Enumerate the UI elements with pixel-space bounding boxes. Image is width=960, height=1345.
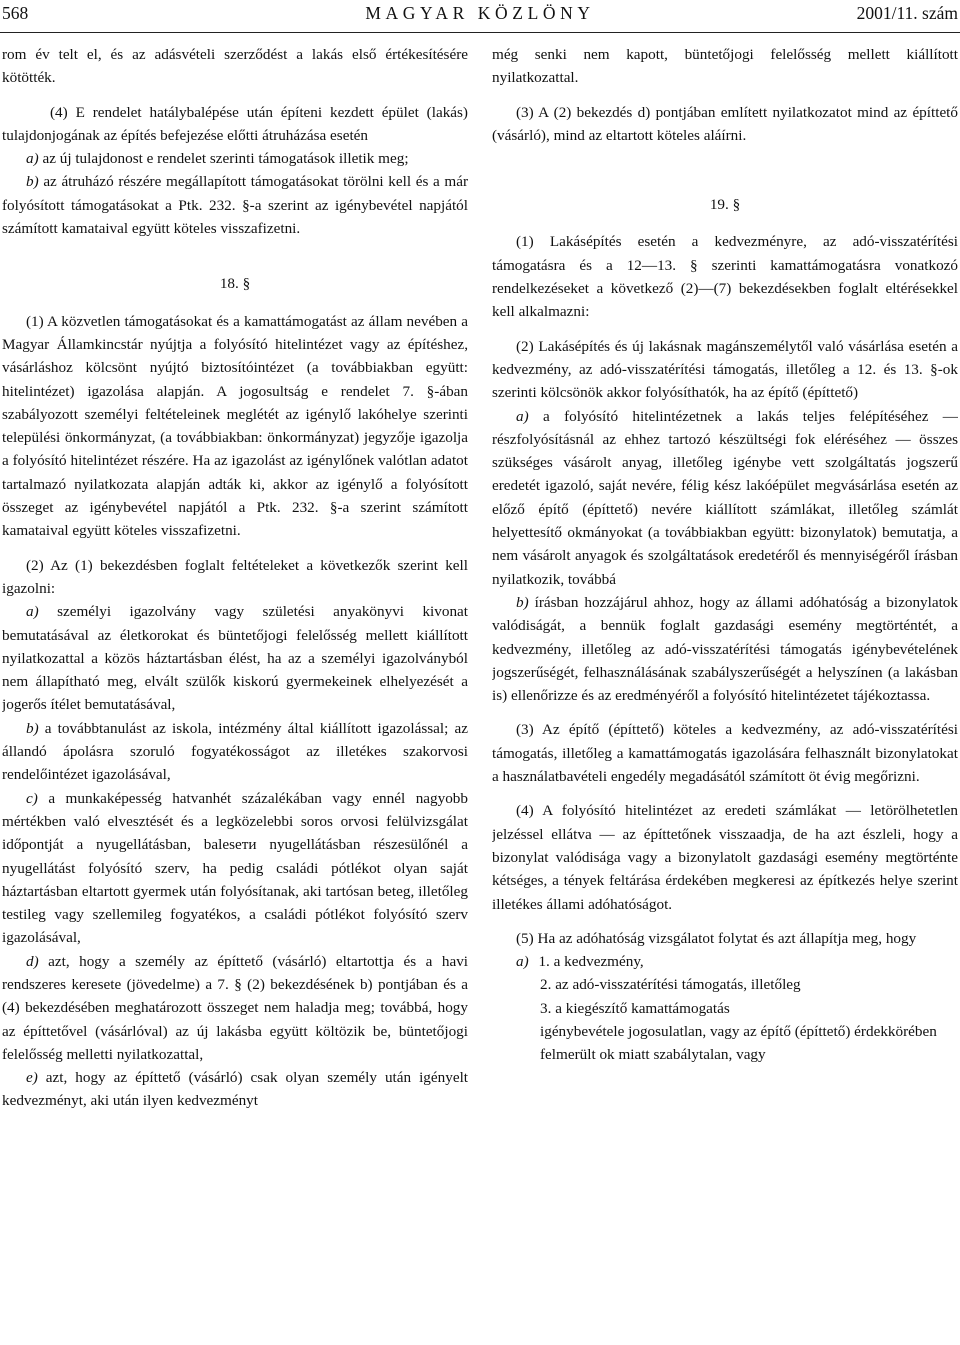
list-item: 2. az adó-visszatérítési támogatás, illetőleg: [540, 976, 801, 994]
page-header: [0, 0, 960, 33]
paragraph: (3) Az építő (építtető) köteles a kedvezmény, az adó-visszatérítési támogatás, illetőleg a kamattámogatás igazolására felhasznált bizonylatokat a használatbavételi engedély megadásától számított öt évig megőrizni.: [492, 721, 958, 786]
left-column: [2, 43, 468, 1345]
paragraph: (2) Lakásépítés és új lakásnak magánszemélytől való vásárlása esetén a kedvezmény, az adó-visszatérítési támogatás, illetőleg a 12. és 13. §-ok szerinti kölcsönök akkor folyósíthatók, ha az építő (építtető): [492, 337, 958, 402]
list-item-continuation: igénybevétele jogosulatlan, vagy az építő (építtető) érdekkörében felmerült ok miatt szabálytalan, vagy: [540, 1022, 937, 1064]
paragraph: (4) A folyósító hitelintézet az eredeti számlákat — letörölhetetlen jelzéssel ellátva — az építtetőnek visszaadja, de ha azt észleli, hogy a bizonylat valódisága vagy a bizonylatolt gazdasági esemény megtörténte kétséges, a tények feltárása érdekében megkeresi az építkezés helye szerint illetékes állami adóhatóságot.: [492, 802, 958, 913]
paragraph: (3) A (2) bekezdés d) pontjában említett nyilatkozatot mind az építtető (vásárló), mind az eltartott köteles aláírni.: [492, 103, 958, 144]
list-item: b) az átruházó részére megállapított támogatásokat törölni kell és a már folyósított támogatásokat a Ptk. 232. §-a szerint az igénybevétel napjától számított kamataival együtt köteles visszafizetni.: [2, 173, 468, 238]
list-item: a) a folyósító hitelintézetnek a lakás teljes felépítéséhez — részfolyósításnál az ehhez tartozó készültségi fok eléréséhez — összes szükséges vásárolt anyag, illetőleg igénybe vett szolgáltatás jogszerű eredetét igazoló, saját nevére, félig kész lakóépület megvásárlása esetén az előző építő (építtető) nevére kiállított számlákat, illetőleg számlát helyettesítő okmányokat (a továbbiakban együtt: bizonylatok) bemutatja, a nem vásárolt anyagok és szolgáltatások eredetéről és mennyiségéről írásban nyilatkozik, továbbá: [492, 407, 958, 588]
paragraph: (2) Az (1) bekezdésben foglalt feltételeket a következők szerint kell igazolni:: [2, 556, 468, 597]
list-item: b) írásban hozzájárul ahhoz, hogy az állami adóhatóság a bizonylatok valódiságát, a bennük foglalt gazdasági esemény megtörténtét, a kedvezmény, illetőleg az adó-visszatérítési támogatás igénybevételének jogszerűségét, felhasználásának szabályszerűségét a helyszínen (a lakásban is) ellenőrizze és az eredményéről a folyósító hitelintézetet tájékoztassa.: [492, 593, 958, 705]
journal-title: MAGYAR KÖZLÖNY: [365, 3, 595, 23]
section-heading: 18. §: [219, 275, 251, 293]
section-heading: 19. §: [709, 196, 741, 214]
list-item: a) 1. a kedvezmény,: [516, 953, 644, 971]
list-item: e) azt, hogy az építtető (vásárló) csak olyan személy után igényelt kedvezményt, aki után ilyen kedvezményt: [2, 1069, 468, 1110]
issue-number: 2001/11. szám: [856, 3, 958, 23]
list-item: a) személyi igazolvány vagy születési anyakönyvi kivonat bemutatásával az életkorokat és büntetőjogi felelősség mellett kiállított nyilatkozattal a közös háztartásban élést, ha az a személyi igazolványból nem állapítható meg, elvált szülők kiskorú gyermekeinek elhelyezését a jogerős ítélet bemutatásával,: [2, 603, 468, 714]
paragraph: (1) A közvetlen támogatásokat és a kamattámogatást az állam nevében a Magyar Államkincstár nyújtja a folyósító hitelintézet vagy az építéshez, vásárláshoz kölcsönt nyújtó biztosítóintézet (a továbbiakban együtt: hitelintézet) igazolása alapján. A jogosultság e rendelet 7. §-ában szabályozott személyi feltételeinek meglétét az igénylő lakóhelye szerinti települési önkormányzat, (a továbbiakban: önkormányzat) jegyzője igazolja a folyósító hitelintézet részére. Ha az igazolást az igénylőnek valótlan adatot tartalmazó nyilatkozata alapján adták ki, akkor az igénylő a folyósított összeget az igénybevétel napjától a Ptk. 232. §-a szerint számított kamataival együtt köteles visszafizetni.: [2, 312, 468, 540]
paragraph: rom év telt el, és az adásvételi szerződést a lakás első értékesítésére kötötték.: [2, 46, 468, 87]
list-item: 3. a kiegészítő kamattámogatás: [540, 999, 730, 1017]
right-column: [492, 43, 958, 1345]
list-item: b) a továbbtanulást az iskola, intézmény által kiállított igazolással; az állandó ápolásra szoruló fogyatékosságot az illetékes szakorvosi rendelőintézet igazolásával,: [2, 719, 468, 784]
list-item: d) azt, hogy a személy az építtető (vásárló) eltartottja és a havi rendszeres keresete (jövedelme) a 7. § (2) bekezdésének b) pontjában és a (4) bekezdésében meghatározott összeget nem haladja meg; továbbá, hogy az építtetővel (vásárlóval) az új lakásba együtt költözik be, büntetőjogi felelősség melletti nyilatkozattal,: [2, 952, 468, 1063]
paragraph: még senki nem kapott, büntetőjogi felelősség mellett kiállított nyilatkozattal.: [492, 46, 958, 87]
paragraph: (5) Ha az adóhatóság vizsgálatot folytat és azt állapítja meg, hogy: [516, 929, 917, 947]
paragraph: (4) E rendelet hatálybalépése után építeni kezdett épület (lakás) tulajdonjogának az építés befejezése előtti átruházása esetén: [2, 103, 468, 144]
list-item: a) az új tulajdonost e rendelet szerinti támogatások illetik meg;: [26, 150, 409, 168]
paragraph: (1) Lakásépítés esetén a kedvezményre, az adó-visszatérítési támogatásra és a 12—13. § szerinti kamattámogatásra vonatkozó rendelkezéseket a következő (2)—(7) bekezdésekben foglalt eltérésekkel kell alkalmazni:: [492, 233, 958, 321]
list-item: c) a munkaképesség hatvanhét százalékában vagy ennél nagyobb mértékben való elvesztését és a legközelebbi soros orvosi felülvizsgálat időpontját a nyugellátásban, balesети nyugellátásban részesülőnél a nyugellátást folyósító szerv, ha pedig családi pótlékot olyan saját háztartásban eltartott gyermek után folyósítanak, aki tartósan beteg, illetőleg testileg vagy szellemileg fogyatékos, a családi pótlékot folyósító szerv igazolásával,: [2, 789, 468, 947]
page-number: 568: [2, 3, 29, 23]
